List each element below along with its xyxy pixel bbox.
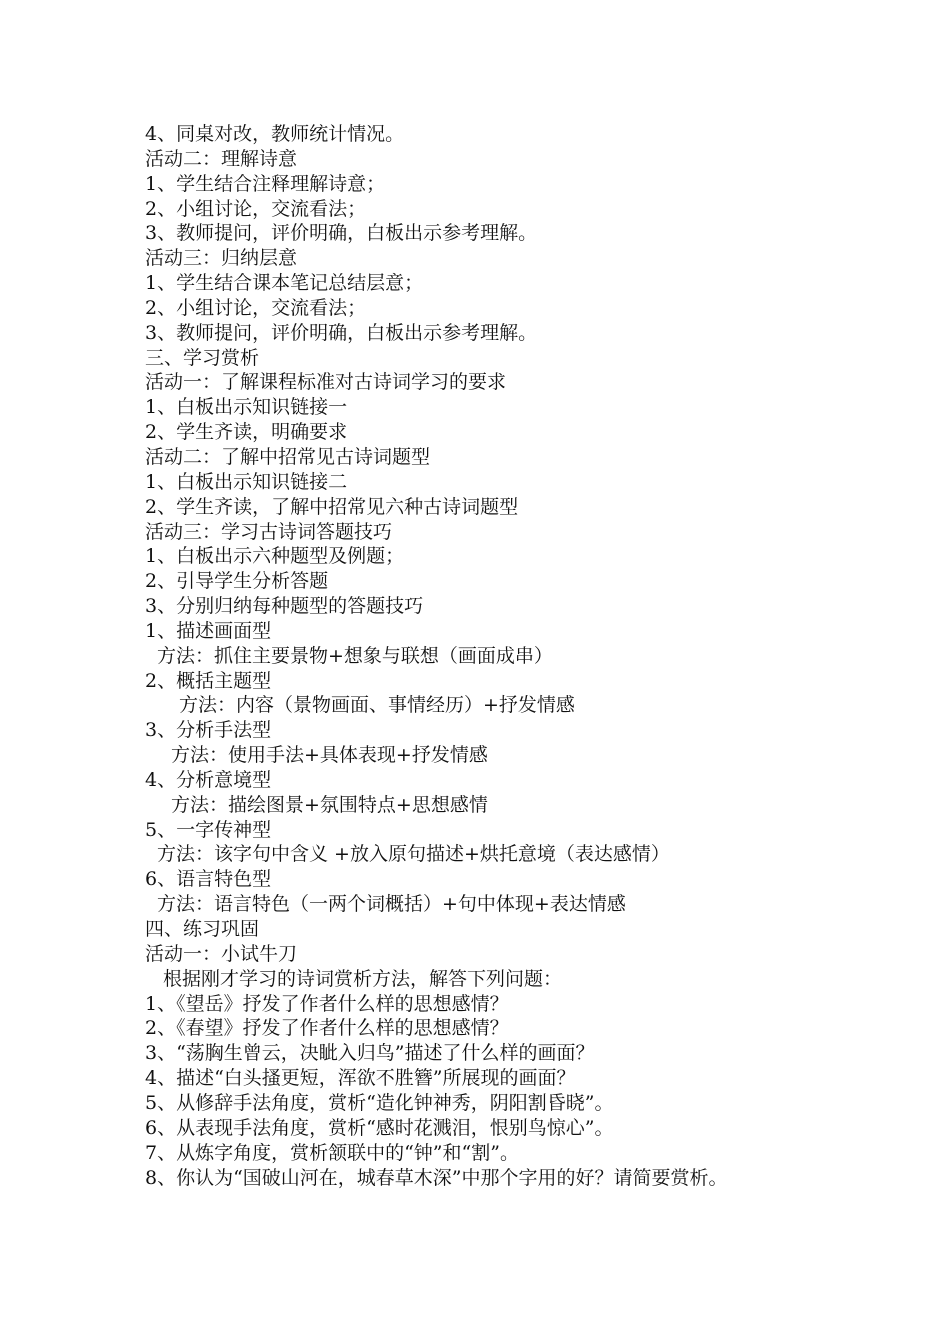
section-heading: 活动二：了解中招常见古诗词题型 bbox=[145, 445, 431, 468]
method-line: 方法：该字句中含义 +放入原句描述+烘托意境（表达感情） bbox=[157, 843, 670, 866]
method-line: 方法：描绘图景+氛围特点+思想感情 bbox=[171, 793, 488, 816]
text-line: 2、学生齐读，了解中招常见六种古诗词题型 bbox=[145, 495, 519, 518]
method-line: 方法：抓住主要景物+想象与联想（画面成串） bbox=[157, 644, 553, 667]
method-line: 方法：语言特色（一两个词概括）+句中体现+表达情感 bbox=[157, 893, 626, 916]
question-item: 6、从表现手法角度，赏析“感时花溅泪，恨别鸟惊心”。 bbox=[145, 1116, 614, 1139]
section-heading: 活动一：了解课程标准对古诗词学习的要求 bbox=[145, 371, 507, 394]
question-item: 5、从修辞手法角度，赏析“造化钟神秀，阴阳割昏晓”。 bbox=[145, 1091, 614, 1114]
chapter-heading: 三、学习赏析 bbox=[145, 346, 260, 369]
text-line: 4、同桌对改，教师统计情况。 bbox=[145, 123, 405, 145]
text-line: 1、白板出示知识链接二 bbox=[145, 470, 348, 493]
question-item: 2、《春望》抒发了作者什么样的思想感情？ bbox=[145, 1017, 509, 1040]
text-line: 3、教师提问，评价明确，白板出示参考理解。 bbox=[145, 321, 538, 344]
question-type: 6、语言特色型 bbox=[145, 868, 272, 891]
text-line: 3、教师提问，评价明确，白板出示参考理解。 bbox=[145, 222, 538, 245]
section-heading: 活动一：小试牛刀 bbox=[145, 942, 298, 965]
section-heading: 活动三：学习古诗词答题技巧 bbox=[145, 520, 393, 543]
document-body bbox=[145, 122, 815, 1191]
text-line: 2、小组讨论，交流看法； bbox=[145, 296, 367, 319]
question-item: 1、《望岳》抒发了作者什么样的思想感情？ bbox=[145, 992, 509, 1015]
text-line: 2、引导学生分析答题 bbox=[145, 570, 329, 593]
question-item: 8、你认为“国破山河在，城春草木深”中那个字用的好？请简要赏析。 bbox=[145, 1167, 728, 1190]
question-item: 4、描述“白头搔更短，浑欲不胜簪”所展现的画面？ bbox=[145, 1067, 576, 1090]
text-line: 2、学生齐读，明确要求 bbox=[145, 421, 348, 444]
text-line: 1、白板出示六种题型及例题； bbox=[145, 545, 405, 568]
text-line: 1、学生结合注释理解诗意； bbox=[145, 172, 386, 195]
text-line: 1、白板出示知识链接一 bbox=[145, 396, 348, 419]
question-type: 5、一字传神型 bbox=[145, 818, 272, 841]
question-type: 2、概括主题型 bbox=[145, 669, 272, 692]
chapter-heading: 四、练习巩固 bbox=[145, 918, 260, 940]
section-heading: 活动三：归纳层意 bbox=[145, 247, 298, 270]
question-item: 7、从炼字角度，赏析颔联中的“钟”和“割”。 bbox=[145, 1141, 519, 1164]
section-heading: 活动二：理解诗意 bbox=[145, 147, 298, 170]
question-type: 1、描述画面型 bbox=[145, 619, 272, 642]
method-line: 方法：内容（景物画面、事情经历）+抒发情感 bbox=[179, 694, 575, 717]
text-line: 1、学生结合课本笔记总结层意； bbox=[145, 272, 424, 295]
question-type: 3、分析手法型 bbox=[145, 719, 272, 742]
question-type: 4、分析意境型 bbox=[145, 768, 272, 791]
instruction-line: 根据刚才学习的诗词赏析方法，解答下列问题： bbox=[163, 967, 563, 990]
question-item: 3、“荡胸生曾云，决眦入归鸟”描述了什么样的画面？ bbox=[145, 1042, 595, 1065]
method-line: 方法：使用手法+具体表现+抒发情感 bbox=[171, 744, 488, 767]
text-line: 3、分别归纳每种题型的答题技巧 bbox=[145, 595, 424, 618]
text-line: 2、小组讨论，交流看法； bbox=[145, 197, 367, 220]
